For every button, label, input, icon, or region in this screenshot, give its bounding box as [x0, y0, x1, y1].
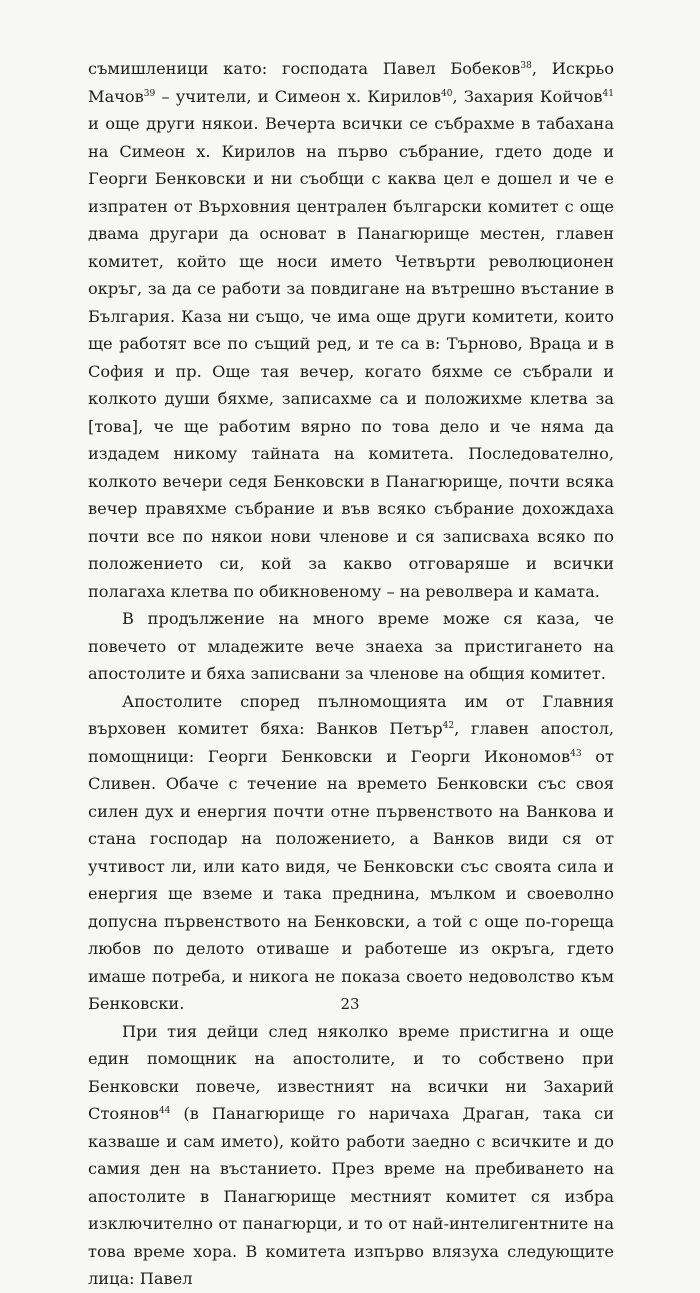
paragraph-4: [88, 1018, 614, 1293]
paragraph-1: [88, 55, 614, 605]
text-run: (в Панагюрище го наричаха Драган, така си казваше и сам името), който работи заедно с всичките и до самия ден на въстанието. През време на пребиването на апостолите в Панагюрище местният комитет ся избра изключително от панагюрци, и то от най-интелигентните на това време хора. В комитета изпърво влязуха следующите лица: Павел: [88, 1104, 614, 1288]
text-run: от Сливен. Обаче с течение на времето Бенковски със своя силен дух и енергия почти отне първенството на Ванкова и стана господар на положението, а Ванков види ся от учтивост ли, или като видя, че Бенковски със своята сила и енергия ще вземе и така преднина, мълком и своеволно допусна първенството на Бенковски, а той с още по-гореща любов по делото отиваше и работеше из окръга, гдето имаше потреба, и никога не показа своето недоволство към Бенковски.: [88, 746, 614, 1013]
text-run: Апостолите според пълномощията им от Главния върховен комитет бяха: Ванков Петър: [88, 691, 614, 738]
text-run: – учители, и Симеон х. Кирилов: [155, 86, 441, 106]
footnote-ref-44: 44: [158, 1106, 171, 1116]
page-number: 23: [340, 995, 360, 1013]
footnote-ref-38: 38: [520, 61, 532, 71]
text-run: , главен апостол, помощници: Георги Бенковски и Георги Икономов: [88, 719, 614, 766]
body-text: [88, 55, 614, 1293]
footnote-ref-39: 39: [143, 88, 156, 99]
text-run: и още други някои. Вечерта всички се събрахме в табахана на Симеон х. Кирилов на първо събрание, гдето доде и Георги Бенковски и ни съобщи с каква цел е дошел и че е изпратен от Върховния централен български комитет с още двама другари да основат в Панагюрище местен, главен комитет, който ще носи името Четвърти революционен окръг, за да се работи за повдигане на вътрешно въстание в България. Каза ни също, че има още други комитети, които ще работят все по същий ред, и те са в: Търново, Враца и в София и пр. Още тая вечер, когато бяхме се събрали и колкото души бяхме, записахме са и положихме клетва за [това], че ще работим вярно по това дело и че няма да издадем никому тайната на комитета. Последователно, колкото вечери седя Бенковски в Панагюрище, почти всяка вечер правяхме събрание и във всяко събрание дохождаха почти все по някои нови членове и ся записваха всяко по положението си, кой за какво отговаряше и всички полагаха клетва по обикновеному – на револвера и камата.: [88, 114, 614, 601]
footnote-ref-40: 40: [441, 88, 453, 99]
text-run: , Захария Койчов: [452, 86, 603, 106]
footnote-ref-41: 41: [602, 88, 614, 99]
text-run: , Искрьо Мачов: [88, 59, 614, 106]
paragraph-3: [88, 688, 614, 1018]
paragraph-2: В продължение на много време може ся каза, че повечето от младежите вече знаеха за пристигането на апостолите и бяха записвани за членове на общия комитет.: [88, 609, 614, 683]
footnote-ref-43: 43: [570, 748, 582, 759]
text-run: При тия дейци след няколко време пристигна и още един помощник на апостолите, и то собствено при Бенковски повече, известният на всички ни Захарий Стоянов: [88, 1021, 614, 1123]
text-run: съмишленици като: господата Павел Бобеков: [88, 59, 521, 78]
footnote-ref-42: 42: [442, 721, 455, 731]
